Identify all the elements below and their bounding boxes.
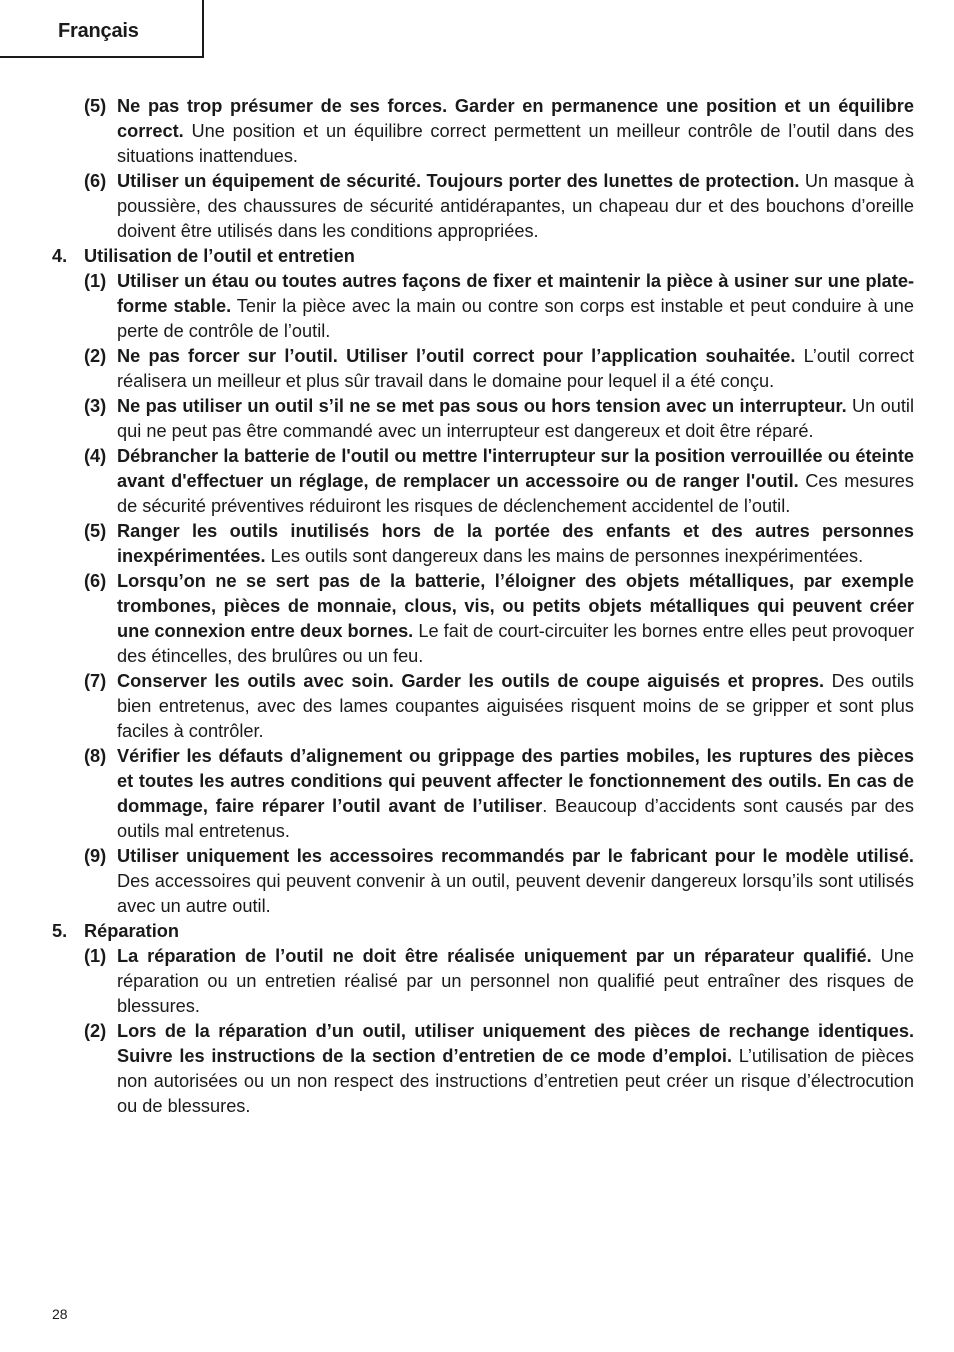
- item-number: (6): [84, 571, 107, 591]
- list-item: [52, 744, 914, 844]
- list-item: [52, 169, 914, 244]
- list-item: [52, 944, 914, 1019]
- item-number: (9): [84, 846, 107, 866]
- section-heading: [52, 919, 914, 944]
- list-item: [52, 844, 914, 919]
- item-bold-text: Débrancher la batterie de l'outil ou mettre l'interrupteur sur la position verrouillée ou éteinte avant d'effectuer un réglage, de remplacer un accessoire ou de ranger l'outil.: [117, 446, 914, 491]
- list-item: [52, 269, 914, 344]
- section-number: 5.: [52, 921, 68, 941]
- item-bold-text: Ne pas forcer sur l’outil. Utiliser l’outil correct pour l’application souhaitée.: [117, 346, 796, 366]
- page-number: 28: [52, 1306, 68, 1322]
- item-bold-text: Lors de la réparation d’un outil, utiliser uniquement des pièces de rechange identiques. Suivre les instructions de la section d’entretien de ce mode d’emploi.: [117, 1021, 914, 1066]
- item-number: (1): [84, 946, 107, 966]
- item-number: (1): [84, 271, 107, 291]
- item-bold-text: Ne pas trop présumer de ses forces. Garder en permanence une position et un équilibre correct.: [117, 96, 914, 141]
- section-title: Réparation: [84, 921, 179, 941]
- list-item: [52, 569, 914, 669]
- item-bold-text: Vérifier les défauts d’alignement ou grippage des parties mobiles, les ruptures des pièces et toutes les autres conditions qui peuvent affecter le fonctionnement des outils. En cas de dommage, faire réparer l’outil avant de l’utiliser: [117, 746, 914, 816]
- item-bold-text: Ne pas utiliser un outil s’il ne se met pas sous ou hors tension avec un interrupteur.: [117, 396, 847, 416]
- language-label: Français: [58, 20, 139, 42]
- safety-instructions: [52, 94, 914, 1119]
- item-number: (5): [84, 521, 107, 541]
- item-text: Une position et un équilibre correct permettent un meilleur contrôle de l’outil dans des situations inattendues.: [117, 121, 914, 166]
- list-item: [52, 344, 914, 394]
- list-item: [52, 1019, 914, 1119]
- item-text: Une réparation ou un entretien réalisé par un personnel non qualifié peut entraîner des risques de blessures.: [117, 946, 914, 1016]
- list-item: [52, 669, 914, 744]
- item-number: (5): [84, 96, 107, 116]
- item-bold-text: Lorsqu’on ne se sert pas de la batterie, l’éloigner des objets métalliques, par exemple trombones, pièces de monnaie, clous, vis, ou petits objets métalliques qui peuvent créer une connexion entre deux bornes.: [117, 571, 914, 641]
- item-number: (4): [84, 446, 107, 466]
- item-number: (6): [84, 171, 107, 191]
- item-bold-text: Utiliser un étau ou toutes autres façons de fixer et maintenir la pièce à usiner sur une plate-forme stable.: [117, 271, 914, 316]
- item-bold-text: La réparation de l’outil ne doit être réalisée uniquement par un réparateur qualifié.: [117, 946, 872, 966]
- language-tab: [0, 0, 204, 58]
- list-item: [52, 94, 914, 169]
- item-number: (7): [84, 671, 107, 691]
- item-bold-text: Utiliser uniquement les accessoires recommandés par le fabricant pour le modèle utilisé.: [117, 846, 914, 866]
- item-text: Des outils bien entretenus, avec des lames coupantes aiguisées risquent moins de se gripper et sont plus faciles à contrôler.: [117, 671, 914, 741]
- item-text: Un outil qui ne peut pas être commandé avec un interrupteur est dangereux et doit être réparé.: [117, 396, 914, 441]
- item-text: . Beaucoup d’accidents sont causés par des outils mal entretenus.: [117, 796, 914, 841]
- item-text: L’outil correct réalisera un meilleur et plus sûr travail dans le domaine pour lequel il a été conçu.: [117, 346, 914, 391]
- item-bold-text: Conserver les outils avec soin. Garder les outils de coupe aiguisés et propres.: [117, 671, 825, 691]
- item-text: L’utilisation de pièces non autorisées ou un non respect des instructions d’entretien peut créer un risque d’électrocution ou de blessures.: [117, 1046, 914, 1116]
- section-title: Utilisation de l’outil et entretien: [84, 246, 355, 266]
- item-number: (2): [84, 1021, 107, 1041]
- list-item: [52, 394, 914, 444]
- section-number: 4.: [52, 246, 68, 266]
- item-text: Ces mesures de sécurité préventives réduiront les risques de déclenchement accidentel de l’outil.: [117, 471, 914, 516]
- item-text: Le fait de court-circuiter les bornes entre elles peut provoquer des étincelles, des brulûres ou un feu.: [117, 621, 914, 666]
- list-item: [52, 519, 914, 569]
- item-number: (8): [84, 746, 107, 766]
- item-bold-text: Utiliser un équipement de sécurité. Toujours porter des lunettes de protection.: [117, 171, 800, 191]
- item-text: Tenir la pièce avec la main ou contre son corps est instable et peut conduire à une perte de contrôle de l’outil.: [117, 296, 914, 341]
- item-number: (3): [84, 396, 107, 416]
- item-bold-text: Ranger les outils inutilisés hors de la portée des enfants et des autres personnes inexpérimentées.: [117, 521, 914, 566]
- list-item: [52, 444, 914, 519]
- item-text: Les outils sont dangereux dans les mains de personnes inexpérimentées.: [265, 546, 864, 566]
- section-heading: [52, 244, 914, 269]
- item-text: Des accessoires qui peuvent convenir à un outil, peuvent devenir dangereux lorsqu’ils sont utilisés avec un autre outil.: [117, 871, 914, 916]
- item-text: Un masque à poussière, des chaussures de sécurité antidérapantes, un chapeau dur et des bouchons d’oreille doivent être utilisés dans les conditions appropriées.: [117, 171, 914, 241]
- item-number: (2): [84, 346, 107, 366]
